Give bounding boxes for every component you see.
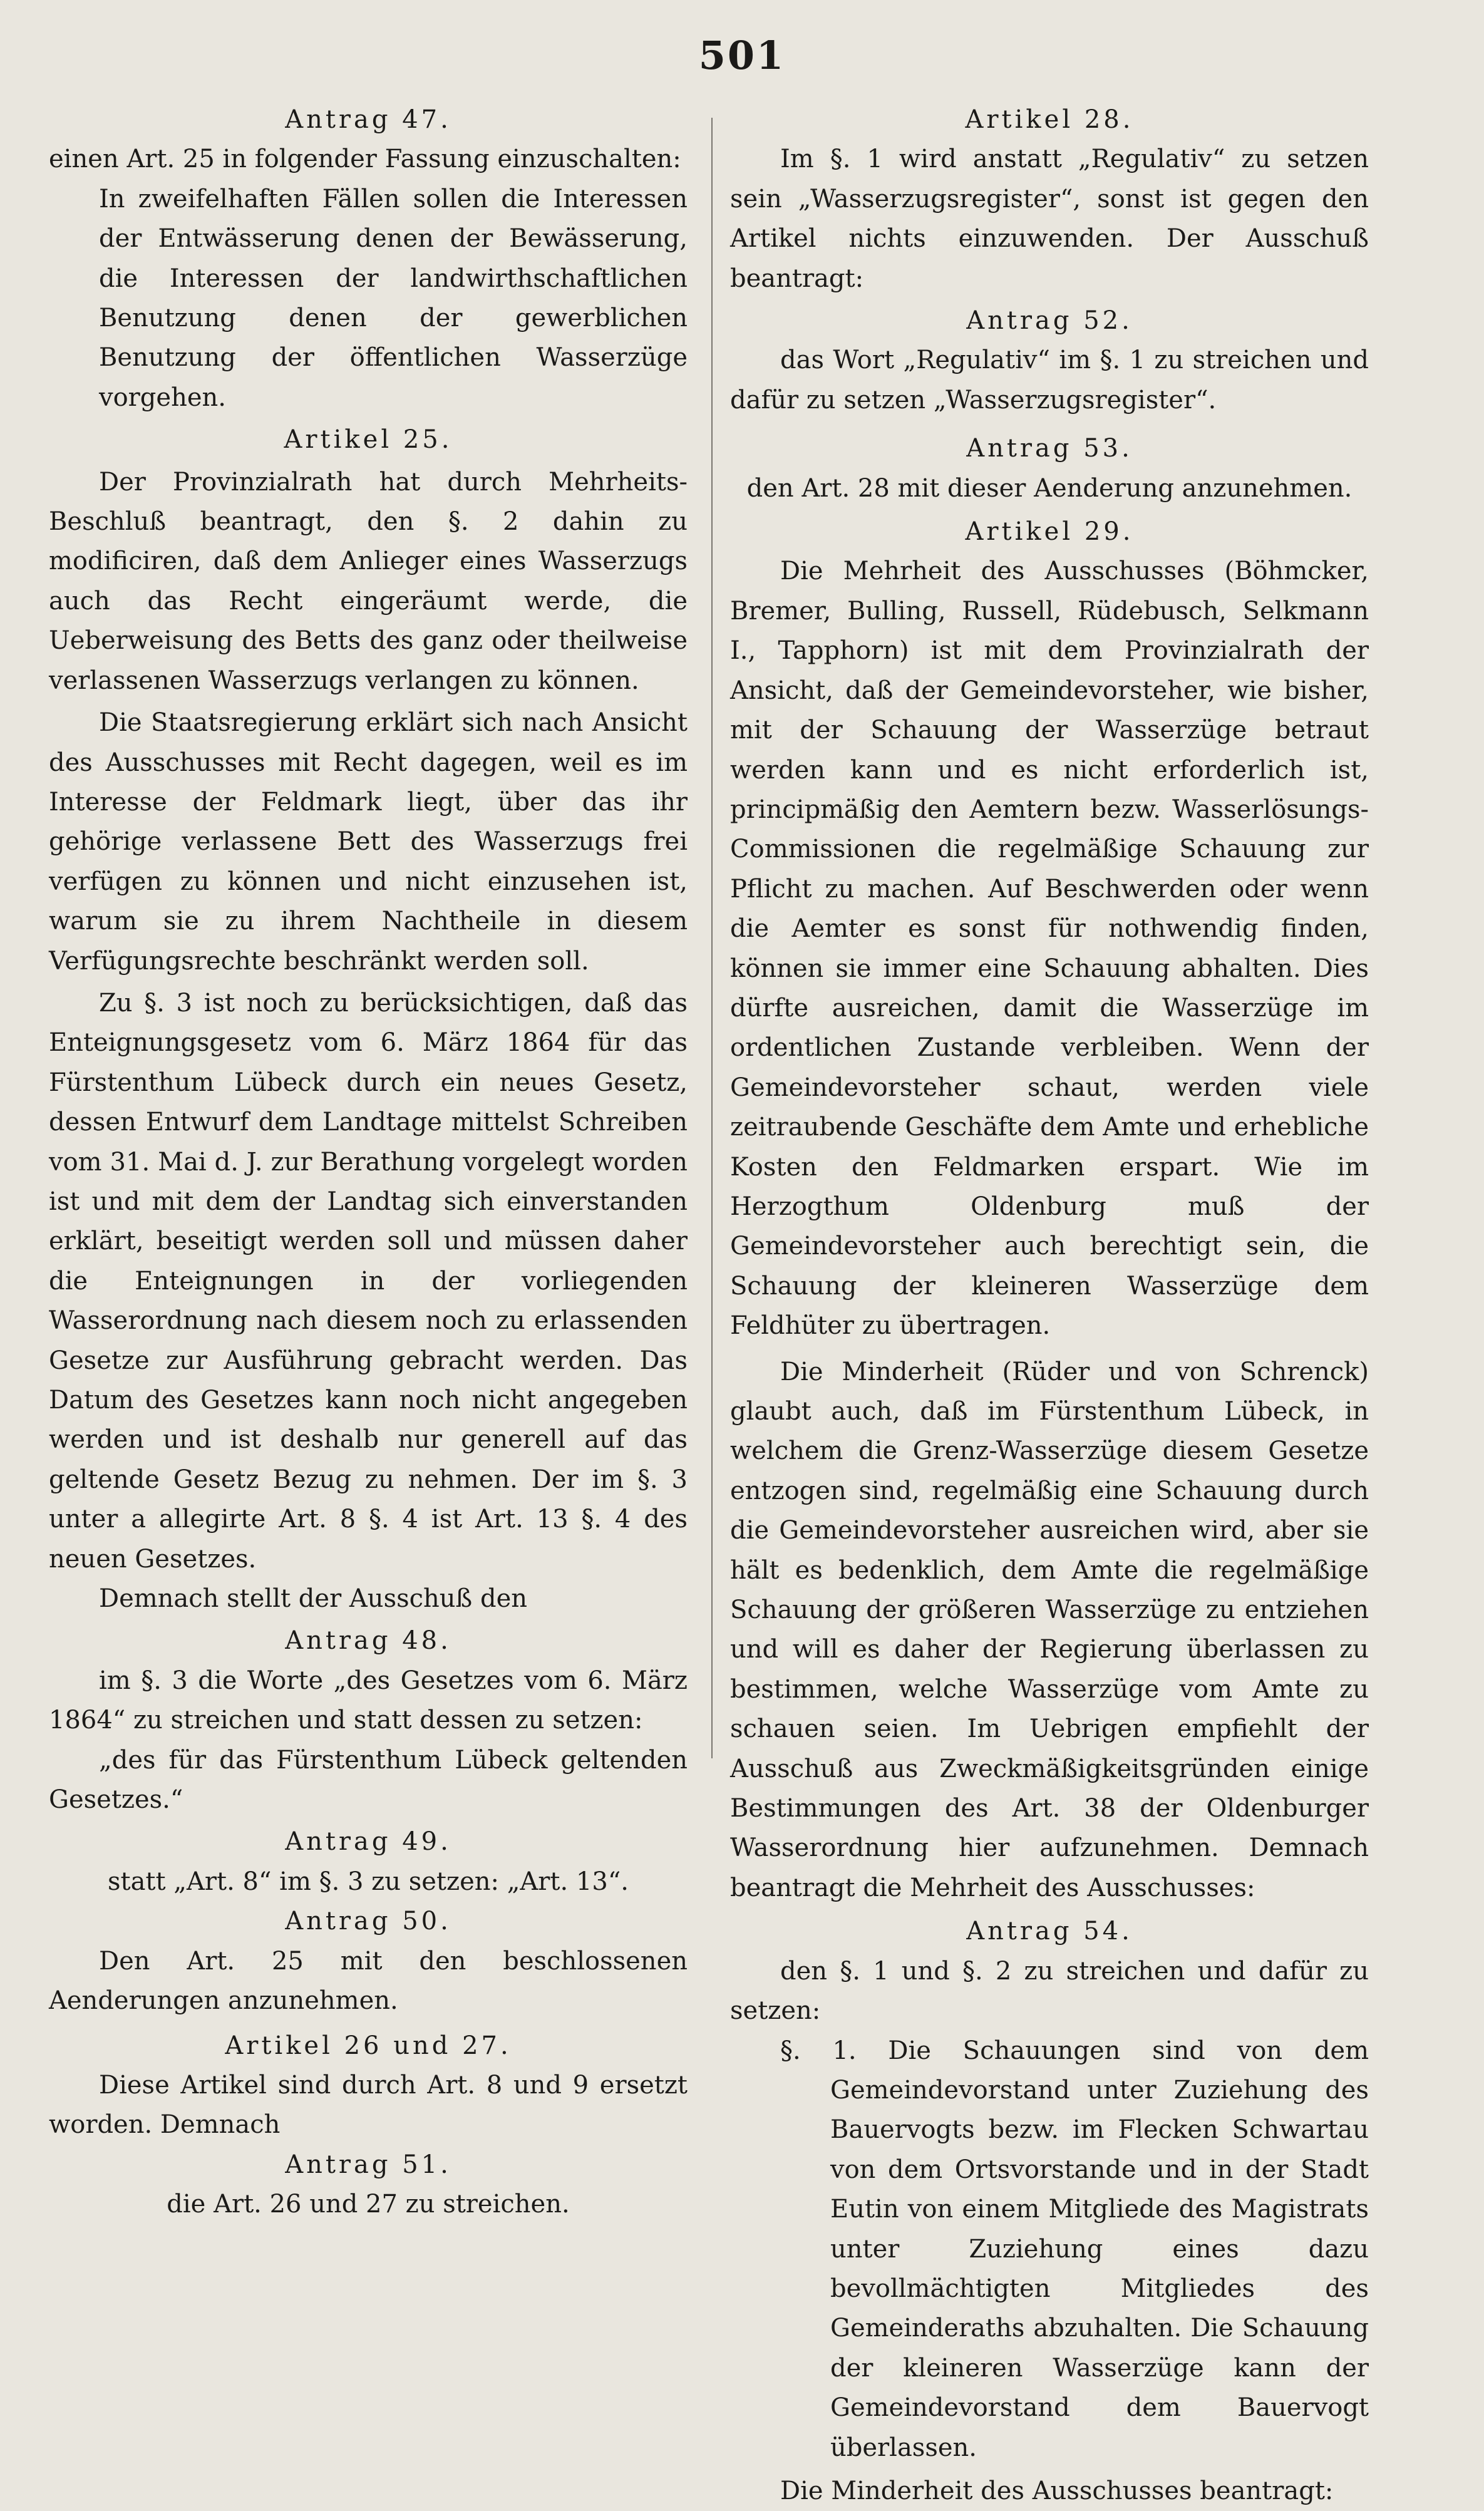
antrag-48-heading: Antrag 48. xyxy=(285,1626,451,1656)
artikel-29-paragraph: Die Mehrheit des Ausschusses (Böhmcker, Bremer, Bulling, Russell, Rüdebusch, Selkmann I., Tapphorn) ist mit dem Provinzialrath der Ansicht, daß der Gemeindevorsteher, wie bisher, mit der Schauung der Wasserzüge betraut werden kann und es nicht erforderlich ist, principmäßig den Aemtern bezw. Wasserlösungs-Commissionen die regelmäßige Schauung zur Pflicht zu machen. Auf Beschwerden oder wenn die Aemter es sonst für nothwendig finden, können sie immer eine Schauung abhalten. Dies dürfte ausreichen, damit die Wasserzüge im ordentlichen Zustande verbleiben. Wenn der Gemeindevorsteher schaut, werden viele zeitraubende Geschäfte dem Amte und erhebliche Kosten den Feldmarken erspart. Wie im Herzogthum Oldenburg muß der Gemeindevorsteher auch berechtigt sein, die Schauung der kleineren Wasserzüge dem Feldhüter zu übertragen. xyxy=(730,557,1369,1341)
artikel-25-paragraph: Die Staatsregierung erklärt sich nach Ansicht des Ausschusses mit Recht dagegen, weil es im Interesse der Feldmark liegt, über das ihr gehörige verlassene Bett des Wasserzugs frei verfügen zu können und nicht einzusehen ist, warum sie zu ihrem Nachtheile in diesem Verfügungsrechte beschränkt werden soll. xyxy=(49,708,688,976)
column-divider xyxy=(711,118,713,1758)
artikel-25-paragraph: Demnach stellt der Ausschuß den xyxy=(99,1584,528,1614)
antrag-54-heading: Antrag 54. xyxy=(966,1917,1133,1946)
artikel-29-paragraph: Die Minderheit (Rüder und von Schrenck) glaubt auch, daß im Fürstenthum Lübeck, in welchem die Grenz-Wasserzüge diesem Gesetze entzogen sind, regelmäßig eine Schauung durch die Gemeindevorsteher ausreichen wird, aber sie hält es bedenklich, dem Amte die regelmäßige Schauung der größeren Wasserzüge zu entziehen und will es daher der Regierung überlassen zu bestimmen, welche Wasserzüge vom Amte zu schauen seien. Im Uebrigen empfiehlt der Ausschuß aus Zweckmäßigkeitsgründen einige Bestimmungen des Art. 38 der Oldenburger Wasserordnung hier aufzunehmen. Demnach beantragt die Mehrheit des Ausschusses: xyxy=(730,1357,1369,1902)
antrag-49-heading: Antrag 49. xyxy=(285,1827,451,1857)
artikel-29-heading: Artikel 29. xyxy=(965,517,1134,547)
antrag-54-paragraph: §. 1. Die Schauungen sind von dem Gemeindevorstand unter Zuziehung des Bauervogts bezw. im Flecken Schwartau von dem Ortsvorstande und in der Stadt Eutin von einem Mitgliede des Magistrats unter Zuziehung eines dazu bevollmächtigten Mitgliedes des Gemeinderaths abzuhalten. Die Schauung der kleineren Wasserzüge kann der Gemeindevorstand dem Bauervogt überlassen. xyxy=(780,2036,1369,2462)
antrag-48-text: im §. 3 die Worte „des Gesetzes vom 6. März 1864“ zu streichen und statt dessen zu setzen: xyxy=(49,1666,688,1735)
artikel-25-paragraph: Zu §. 3 ist noch zu berücksichtigen, daß das Enteignungsgesetz vom 6. März 1864 für das Fürstenthum Lübeck durch ein neues Gesetz, dessen Entwurf dem Landtage mittelst Schreiben vom 31. Mai d. J. zur Berathung vorgelegt worden ist und mit dem der Landtag sich einverstanden erklärt, beseitigt werden soll und müssen daher die Enteignungen in der vorliegenden Wasserordnung nach diesem noch zu erlassenden Gesetze zur Ausführung gebracht werden. Das Datum des Gesetzes kann noch nicht angegeben werden und ist deshalb nur generell auf das geltende Gesetz Bezug zu nehmen. Der im §. 3 unter a allegirte Art. 8 §. 4 ist Art. 13 §. 4 des neuen Gesetzes. xyxy=(49,988,688,1574)
antrag-51-text: die Art. 26 und 27 zu streichen. xyxy=(167,2190,570,2219)
antrag-50-heading: Antrag 50. xyxy=(285,1907,451,1936)
antrag-52-heading: Antrag 52. xyxy=(966,306,1133,336)
right-column xyxy=(730,100,1369,2511)
minority-line: Die Minderheit des Ausschusses beantragt: xyxy=(780,2476,1334,2505)
antrag-51-heading: Antrag 51. xyxy=(285,2150,451,2179)
antrag-47-text: In zweifelhaften Fällen sollen die Interessen der Entwässerung denen der Bewässerung, die Interessen der landwirthschaftlichen Benutzung denen der gewerblichen Benutzung der öffentlichen Wasserzüge vorgehen. xyxy=(99,184,688,412)
left-column xyxy=(49,100,688,2225)
antrag-47-intro: einen Art. 25 in folgender Fassung einzuschalten: xyxy=(49,145,681,174)
antrag-47-heading: Antrag 47. xyxy=(285,105,451,134)
antrag-50-text: Den Art. 25 mit den beschlossenen Aenderungen anzunehmen. xyxy=(49,1946,688,2016)
antrag-48-quote: „des für das Fürstenthum Lübeck geltenden Gesetzes.“ xyxy=(49,1745,688,1815)
antrag-52-text: das Wort „Regulativ“ im §. 1 zu streichen und dafür zu setzen „Wasserzugsregister“. xyxy=(730,346,1369,415)
artikel-25-paragraph: Der Provinzialrath hat durch Mehrheits-Beschluß beantragt, den §. 2 dahin zu modificiren, daß dem Anlieger eines Wasserzugs auch das Recht eingeräumt werde, die Ueberweisung des Betts des ganz oder theilweise verlassenen Wasserzugs verlangen zu können. xyxy=(49,467,688,695)
artikel-26-27-heading: Artikel 26 und 27. xyxy=(225,2031,512,2060)
antrag-49-text: statt „Art. 8“ im §. 3 zu setzen: „Art. 13“. xyxy=(107,1867,629,1896)
artikel-28-text: Im §. 1 wird anstatt „Regulativ“ zu setzen sein „Wasserzugsregister“, sonst ist gegen den Artikel nichts einzuwenden. Der Ausschuß beantragt: xyxy=(730,145,1369,293)
artikel-28-heading: Artikel 28. xyxy=(965,105,1134,134)
antrag-53-heading: Antrag 53. xyxy=(966,434,1133,463)
artikel-25-heading: Artikel 25. xyxy=(284,425,453,455)
antrag-54-intro: den §. 1 und §. 2 zu streichen und dafür zu setzen: xyxy=(730,1956,1369,2026)
artikel-26-27-text: Diese Artikel sind durch Art. 8 und 9 ersetzt worden. Demnach xyxy=(49,2070,688,2140)
antrag-53-text: den Art. 28 mit dieser Aenderung anzunehmen. xyxy=(746,473,1353,503)
page-number: 501 xyxy=(698,33,786,78)
